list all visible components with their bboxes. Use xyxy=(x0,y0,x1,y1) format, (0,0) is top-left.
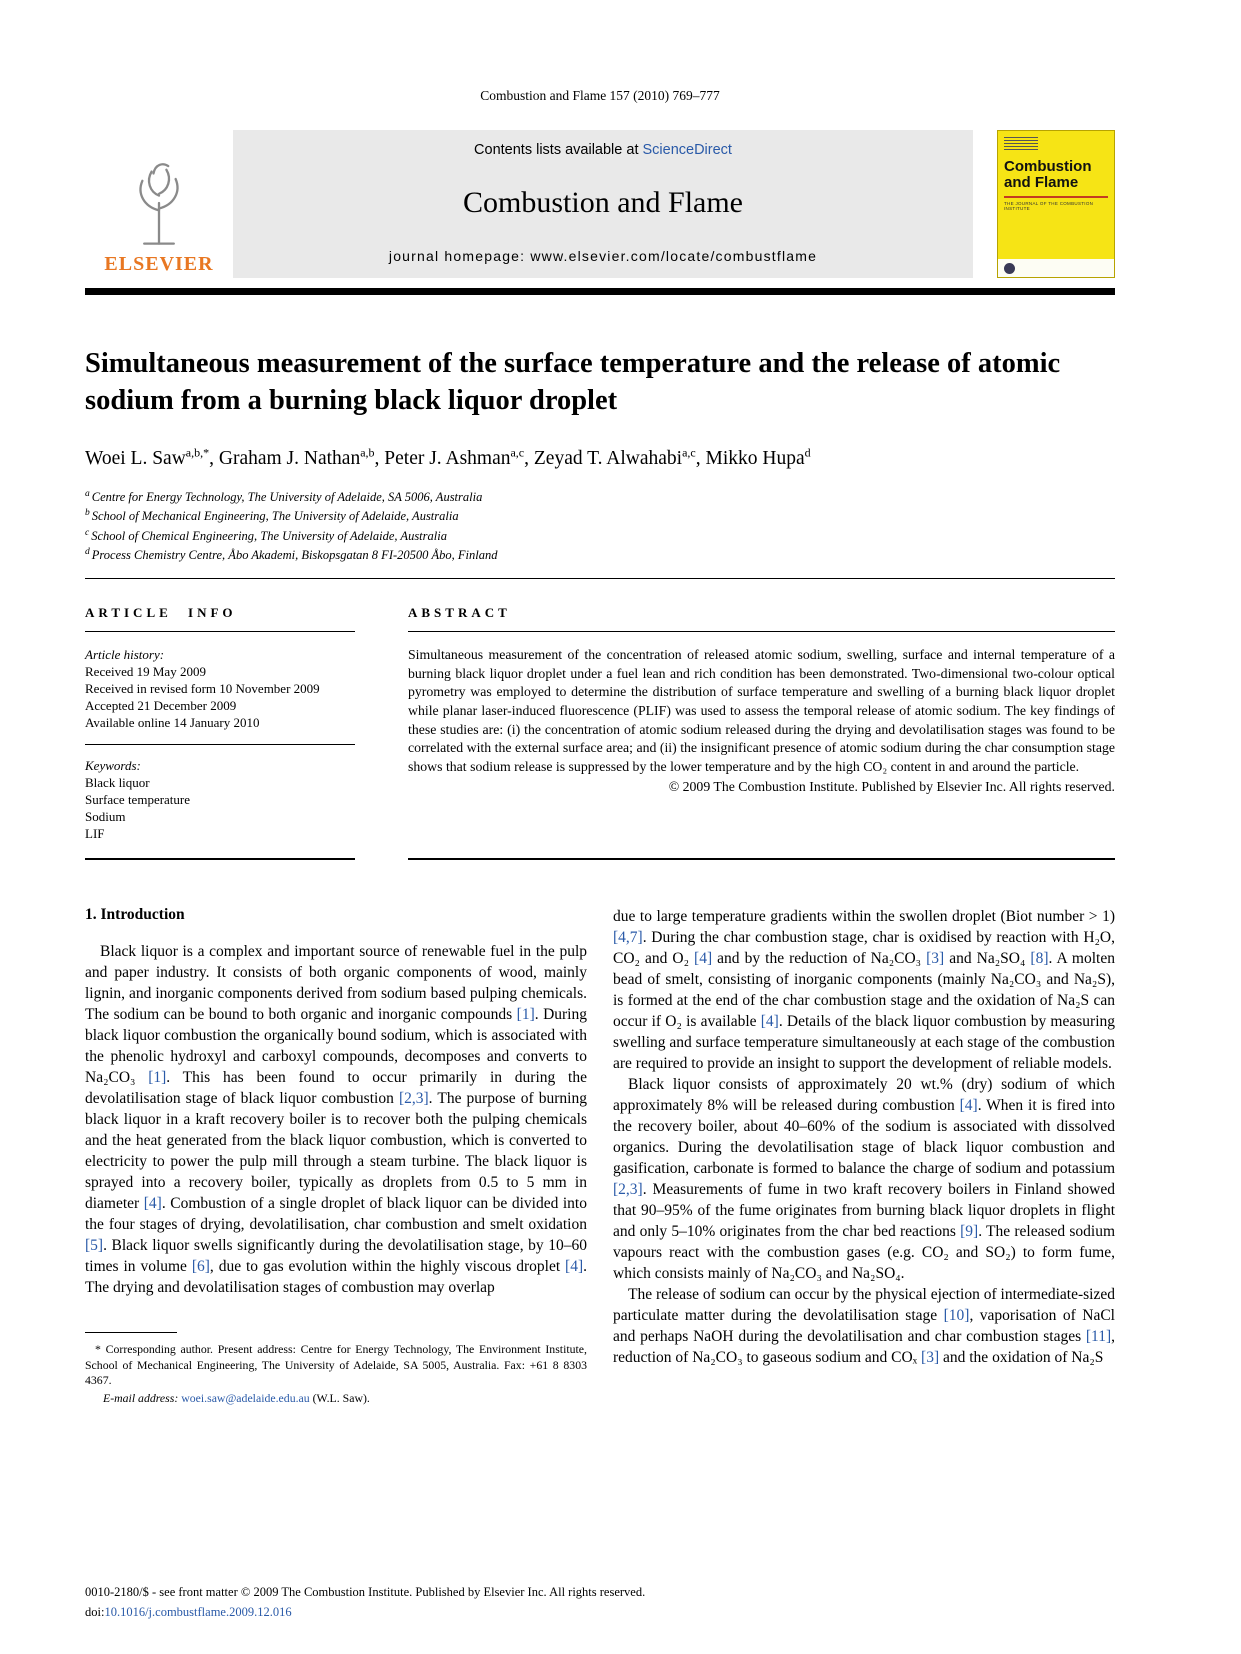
keyword-item: Black liquor xyxy=(85,775,150,791)
article-history-label: Article history: xyxy=(85,647,165,663)
footnote-text: * Corresponding author. Present address: Centre for Energy Technology, The Environment Institute, School of Mechanical Engineering, The University of Adelaide, SA 5005, Australia. Fax: +61 8 8303 4367. xyxy=(85,1342,587,1388)
citation-ref[interactable]: [3] xyxy=(926,950,945,968)
affiliation: $^a$ Centre for Energy Technology, The University of Adelaide, SA 5006, Australia xyxy=(85,488,483,504)
citation-ref[interactable]: [10] xyxy=(943,1307,970,1325)
citation-ref[interactable]: [1] xyxy=(516,1006,535,1024)
citation-ref[interactable]: [4] xyxy=(760,1013,779,1031)
email-link[interactable]: woei.saw@adelaide.edu.au xyxy=(181,1390,310,1405)
body-paragraph: Black liquor consists of approximately 20 wt.% (dry) sodium of which approximately 8% will be released during combustion [4]. When it is fired into the recovery boiler, about 40–60% of the sodium is associated with dissolved organics. During the devolatilisation stage of black liquor combustion and gasification, carbonate is formed to balance the charge of sodium and potassium [2,3]. Measurements of fume in two kraft recovery boilers in Finland showed that 90–95% of the fume originates from burning black liquor droplets in flight and only 5–10% originates from the char bed reactions [9]. The released sodium vapours react with the combustion gases (e.g. CO₂ and SO₂) to form fume, which consists mainly of Na₂CO₃ and Na₂SO₄. xyxy=(613,1076,1116,1283)
author-affil-marks: a,c xyxy=(682,445,696,459)
citation-ref[interactable]: [2,3] xyxy=(613,1181,643,1199)
body-paragraph: Black liquor is a complex and important source of renewable fuel in the pulp and paper industry. It consists of both organic components of wood, mainly lignin, and inorganic components derived from sodium based pulping chemicals. The sodium can be bound to both organic and inorganic compounds [1]. During black liquor combustion the organically bound sodium, which is associated with the phenolic hydroxyl and carboxyl compounds, decomposes and converts to Na₂CO₃ [1]. This has been found to occur primarily in during the devolatilisation stage of black liquor combustion [2,3]. The purpose of burning black liquor in a kraft recovery boiler is to recover both the pulping chemicals and the heat generated from the black liquor combustion, which is converted to electricity to power the pulp mill through a steam turbine. The black liquor is sprayed into a recovery boiler, typically as droplets from 0.5 to 5 mm in diameter [4]. Combustion of a single droplet of black liquor can be divided into the four stages of drying, devolatilisation, char combustion and smelt oxidation [5]. Black liquor swells significantly during the devolatilisation stage, by 10–60 times in volume [6], due to gas evolution within the highly viscous droplet [4]. The drying and devolatilisation stages of combustion may overlap xyxy=(85,943,587,1297)
keywords-label: Keywords: xyxy=(85,758,141,774)
keyword-item: Sodium xyxy=(85,809,126,825)
article-info-column xyxy=(85,579,355,860)
cover-subtitle: THE JOURNAL OF THE COMBUSTION INSTITUTE xyxy=(1004,201,1094,211)
article-info-body xyxy=(85,632,355,858)
affiliations xyxy=(85,486,1115,565)
article-body xyxy=(85,906,1115,1406)
journal-banner xyxy=(233,130,973,278)
citation-ref[interactable]: [3] xyxy=(921,1349,940,1367)
author-affil-marks: a,b,* xyxy=(185,445,210,459)
author xyxy=(85,445,219,469)
author xyxy=(218,445,384,469)
author-affil-marks: a,c xyxy=(510,445,525,459)
issn-copyright-line: 0010-2180/$ - see front matter © 2009 The Combustion Institute. Published by Elsevier Inc. All rights reserved. xyxy=(85,1585,646,1599)
homepage-line xyxy=(243,248,963,264)
journal-citation: Combustion and Flame 157 (2010) 769–777 xyxy=(480,88,720,103)
authors-line xyxy=(85,445,1115,470)
article-title: Simultaneous measurement of the surface temperature and the release of atomic sodium from a burning black liquor droplet xyxy=(85,348,1061,416)
citation-ref[interactable]: [4] xyxy=(565,1258,584,1276)
author-name: Mikko Hupa xyxy=(705,447,805,469)
citation-ref[interactable]: [8] xyxy=(1030,950,1049,968)
history-item: Accepted 21 December 2009 xyxy=(85,698,237,714)
abstract-heading: ABSTRACT xyxy=(408,579,1115,632)
cover-bottom-strip xyxy=(998,259,1114,277)
body-paragraph: The release of sodium can occur by the physical ejection of intermediate-sized particulate matter during the devolatilisation stage [10], vaporisation of NaCl and perhaps NaOH during the devolatilisation and char combustion stages [11], reduction of Na₂CO₃ to gaseous sodium and COₓ [3] and the oxidation of Na₂S xyxy=(613,1286,1115,1367)
author-name: Peter J. Ashman xyxy=(384,447,511,469)
journal-title: Combustion and Flame xyxy=(463,186,743,219)
body-paragraph: due to large temperature gradients within the swollen droplet (Biot number > 1) [4,7]. During the char combustion stage, char is oxidised by reaction with H₂O, CO₂ and O₂ [4] and by the reduction of Na₂CO₃ [3] and Na₂SO₄ [8]. A molten bead of smelt, consisting of inorganic components (mainly Na₂CO₃ and Na₂S), is formed at the end of the char combustion stage and the oxidation of Na₂S can occur if O₂ is available [4]. Details of the black liquor combustion by measuring swelling and surface temperature simultaneously at each stage of the combustion are required to provide an insight to support the development of reliable models. xyxy=(613,908,1115,1073)
contents-line xyxy=(243,142,963,158)
author-name: Woei L. Saw xyxy=(85,447,186,469)
citation-ref[interactable]: [4] xyxy=(959,1097,978,1115)
citation-ref[interactable]: [4] xyxy=(694,950,713,968)
affiliation: $^d$ Process Chemistry Centre, Åbo Akademi, Biskopsgatan 8 FI-20500 Åbo, Finland xyxy=(85,547,498,563)
footnote-email-line xyxy=(85,1391,587,1407)
author-affil-marks: d xyxy=(804,445,811,459)
abstract-copyright: © 2009 The Combustion Institute. Published by Elsevier Inc. All rights reserved. xyxy=(668,779,1115,795)
elsevier-tree-icon xyxy=(116,155,202,251)
elsevier-logo xyxy=(85,130,233,278)
author xyxy=(533,445,706,469)
author-affil-marks: a,b xyxy=(360,445,375,459)
body-right-column xyxy=(613,906,1115,1406)
citation-ref[interactable]: [5] xyxy=(85,1237,104,1255)
doi-link[interactable]: 10.1016/j.combustflame.2009.12.016 xyxy=(104,1605,292,1619)
history-item: Received 19 May 2009 xyxy=(85,664,206,680)
history-item: Received in revised form 10 November 2009 xyxy=(85,681,320,697)
citation-ref[interactable]: [11] xyxy=(1085,1328,1112,1346)
masthead-divider xyxy=(85,288,1115,295)
affiliation: $^c$ School of Chemical Engineering, The University of Adelaide, Australia xyxy=(85,527,447,543)
footnote-rule xyxy=(85,1332,177,1333)
affiliation: $^b$ School of Mechanical Engineering, The University of Adelaide, Australia xyxy=(85,508,459,524)
contents-prefix: Contents lists available at xyxy=(474,142,643,158)
corresponding-author-footnote xyxy=(85,1332,587,1406)
info-abstract-section xyxy=(85,578,1115,860)
cover-title: Combustion and Flame xyxy=(1004,158,1092,191)
author xyxy=(384,445,534,469)
abstract-text: Simultaneous measurement of the concentration of released atomic sodium, swelling, surface and internal temperature of a burning black liquor droplet under a fuel lean and rich condition has been demonstrated. Two-dimensional two-colour optical pyrometry was employed to determine the distribution of surface temperature and swelling of a burning black liquor droplet while planar laser-induced fluorescence (PLIF) was used to assess the temporal release of atomic sodium. The key findings of these studies are: (i) the concentration of atomic sodium released during the drying and devolatilisation stages was found to be correlated with the external surface area; and (ii) the insignificant presence of atomic sodium during the char consumption stage shows that sodium release is suppressed by the lower temperature and by the high CO₂ content in and around the particle. xyxy=(408,647,1115,774)
page-footer xyxy=(85,1582,645,1622)
sciencedirect-link[interactable]: ScienceDirect xyxy=(642,142,732,158)
author xyxy=(705,445,811,469)
section-heading-introduction: 1. Introduction xyxy=(85,906,185,924)
body-left-column xyxy=(85,906,587,1406)
keyword-item: Surface temperature xyxy=(85,792,191,808)
cover-rule xyxy=(1004,196,1108,198)
info-divider xyxy=(85,744,355,745)
journal-cover-thumbnail xyxy=(997,130,1115,278)
cover-emblem-icon xyxy=(1004,263,1015,274)
history-item: Available online 14 January 2010 xyxy=(85,715,260,731)
elsevier-wordmark: ELSEVIER xyxy=(104,253,214,275)
article-info-heading: ARTICLE INFO xyxy=(85,579,355,632)
doi-line xyxy=(85,1602,645,1622)
email-label: E-mail address: xyxy=(103,1390,179,1405)
author-name: Graham J. Nathan xyxy=(218,447,361,469)
keyword-item: LIF xyxy=(85,826,105,842)
homepage-url-link[interactable]: www.elsevier.com/locate/combustflame xyxy=(530,248,818,264)
citation-ref[interactable]: [4] xyxy=(143,1195,162,1213)
citation-ref[interactable]: [6] xyxy=(191,1258,210,1276)
abstract-body xyxy=(408,632,1115,809)
citation-ref[interactable]: [9] xyxy=(960,1223,979,1241)
abstract-column xyxy=(408,579,1115,860)
cover-editor-lines-decoration xyxy=(1004,137,1038,151)
email-suffix: (W.L. Saw). xyxy=(312,1390,370,1405)
citation-ref[interactable]: [4,7] xyxy=(613,929,643,947)
author-name: Zeyad T. Alwahabi xyxy=(533,447,683,469)
citation-ref[interactable]: [2,3] xyxy=(398,1090,429,1108)
homepage-prefix: journal homepage: xyxy=(388,248,531,264)
citation-ref[interactable]: [1] xyxy=(148,1069,167,1087)
doi-label: doi: xyxy=(85,1605,105,1619)
masthead xyxy=(85,130,1115,278)
